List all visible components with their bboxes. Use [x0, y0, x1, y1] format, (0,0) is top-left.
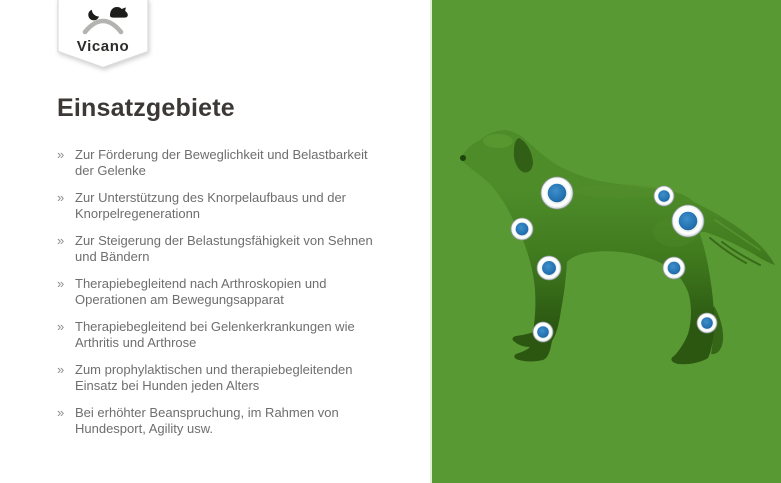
list-item-line: Bei erhöhter Beanspruchung, im Rahmen von [75, 405, 339, 420]
page-title: Einsatzgebiete [57, 94, 235, 122]
list-item-line: Einsatz bei Hunden jeden Alters [75, 378, 260, 393]
list-item-line: Knorpelregenerationn [75, 206, 201, 221]
list-item-line: Arthritis und Arthrose [75, 335, 197, 350]
brand-name: Vicano [76, 38, 130, 55]
list-item-line: der Gelenke [75, 163, 146, 178]
joint-marker-knee-joint [663, 257, 685, 279]
list-item [57, 147, 413, 179]
list-item [57, 276, 413, 308]
list-item [57, 233, 413, 265]
joint-marker-shoulder-joint [541, 177, 573, 209]
dog-silhouette [460, 130, 775, 364]
list-item-line: Therapiebegleitend nach Arthroskopien und [75, 276, 327, 291]
bullet-icon: » [57, 190, 65, 205]
badge-shape [58, 0, 148, 68]
list-item-line: Zum prophylaktischen und therapiebegleitenden [75, 362, 353, 377]
list-item-line: Zur Steigerung der Belastungsfähigkeit von Sehnen [75, 233, 373, 248]
bullet-icon: » [57, 276, 65, 291]
list-item-line: und Bändern [75, 249, 150, 264]
joint-marker-hock-joint [697, 313, 717, 333]
joint-marker-elbow-joint [537, 256, 561, 280]
bullet-icon: » [57, 319, 65, 334]
bullet-icon: » [57, 233, 65, 248]
list-item [57, 362, 413, 394]
joint-marker-thigh-joint [672, 205, 704, 237]
illustration-panel [430, 0, 781, 483]
list-item [57, 190, 413, 222]
bullet-icon: » [57, 405, 65, 420]
dog-illustration [432, 0, 781, 483]
dog-nose [460, 155, 466, 161]
bullet-icon: » [57, 147, 65, 162]
list-item-line: Therapiebegleitend bei Gelenkerkrankungen wie [75, 319, 355, 334]
list-item-line: Hundesport, Agility usw. [75, 421, 214, 436]
bullet-icon: » [57, 362, 65, 377]
list-item-line: Zur Förderung der Beweglichkeit und Belastbarkeit [75, 147, 368, 162]
list-item [57, 405, 413, 437]
list-item-line: Operationen am Bewegungsapparat [75, 292, 284, 307]
joint-marker-chest-joint [511, 218, 533, 240]
joint-marker-wrist-joint [533, 322, 553, 342]
application-list [57, 147, 413, 448]
joint-marker-hip-joint [654, 186, 674, 206]
list-item-line: Zur Unterstützung des Knorpelaufbaus und der [75, 190, 347, 205]
brand-badge [56, 0, 150, 71]
list-item [57, 319, 413, 351]
dog-head-icon [110, 7, 128, 18]
